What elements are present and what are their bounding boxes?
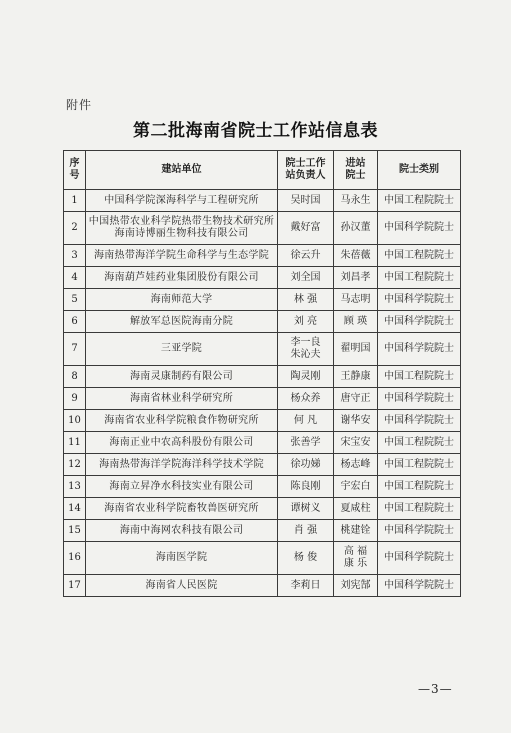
cell-station-leader-line: 谭树义	[290, 502, 321, 514]
cell-academician	[334, 212, 378, 245]
cell-category: 中国科学院院士	[378, 333, 461, 366]
cell-category: 中国工程院院士	[378, 454, 461, 476]
header-serial-number	[64, 151, 86, 190]
cell-academician-line: 马永生	[340, 194, 371, 206]
cell-academician-line: 宇宏白	[340, 480, 371, 492]
cell-academician	[334, 190, 378, 212]
cell-category: 中国科学院院士	[378, 289, 461, 311]
cell-station-leader	[278, 575, 334, 597]
cell-academician-line: 杨志峰	[340, 458, 371, 470]
cell-serial-number: 10	[64, 410, 86, 432]
cell-category: 中国科学院院士	[378, 410, 461, 432]
cell-academician-line: 康 乐	[343, 558, 368, 569]
cell-unit-line: 三亚学院	[160, 343, 203, 354]
cell-unit-line: 海南省林业科学研究所	[130, 392, 233, 404]
cell-academician-line: 谢华安	[340, 414, 371, 426]
cell-academician	[334, 542, 378, 575]
table-row	[64, 542, 461, 575]
cell-academician-line: 顾 瑛	[343, 315, 368, 327]
header-text-line: 院士工作	[285, 158, 326, 169]
cell-academician	[334, 366, 378, 388]
cell-station-leader	[278, 410, 334, 432]
page-number: —3—	[418, 682, 453, 696]
cell-station-leader-line: 陈良刚	[290, 480, 321, 492]
cell-academician-line: 高 福	[343, 546, 368, 557]
table-row	[64, 454, 461, 476]
cell-unit	[86, 410, 278, 432]
cell-serial-number: 2	[64, 212, 86, 245]
header-text-line: 院士	[345, 170, 366, 181]
cell-station-leader	[278, 333, 334, 366]
cell-station-leader-line: 杨众养	[290, 392, 321, 404]
header-text-line: 院士类别	[399, 164, 439, 175]
cell-academician-line: 桃建铨	[340, 524, 371, 536]
cell-unit-line: 海南师范大学	[150, 293, 213, 305]
cell-category: 中国工程院院士	[378, 245, 461, 267]
cell-category: 中国科学院院士	[378, 520, 461, 542]
cell-academician-line: 夏咸柱	[340, 502, 371, 514]
cell-unit-line: 海南中海网农科技有限公司	[119, 524, 244, 536]
cell-serial-number: 7	[64, 333, 86, 366]
cell-academician-line: 刘昌孝	[340, 271, 371, 283]
cell-academician-line: 宋宝安	[340, 436, 371, 448]
cell-serial-number: 14	[64, 498, 86, 520]
cell-station-leader-line: 陶灵刚	[290, 370, 321, 382]
cell-station-leader-line: 肖 强	[293, 524, 318, 536]
table-row	[64, 267, 461, 289]
cell-unit	[86, 212, 278, 245]
cell-unit-line: 海南热带海洋学院生命科学与生态学院	[93, 249, 270, 261]
cell-academician	[334, 388, 378, 410]
cell-category: 中国工程院院士	[378, 498, 461, 520]
cell-unit-line: 海南正业中农高科股份有限公司	[109, 436, 254, 448]
table-row	[64, 190, 461, 212]
cell-unit-line: 海南热带海洋学院海洋科学技术学院	[99, 458, 264, 470]
cell-unit-line: 海南医学院	[155, 552, 208, 563]
cell-station-leader	[278, 476, 334, 498]
header-text-line: 站负责人	[285, 170, 326, 181]
cell-station-leader-line: 刘 亮	[293, 315, 318, 327]
cell-unit	[86, 333, 278, 366]
cell-unit-line: 中国热带农业科学院热带生物技术研究所	[88, 216, 275, 227]
cell-academician	[334, 289, 378, 311]
cell-unit	[86, 388, 278, 410]
cell-academician	[334, 520, 378, 542]
cell-station-leader	[278, 388, 334, 410]
cell-station-leader-line: 戴好富	[290, 222, 321, 233]
cell-station-leader	[278, 366, 334, 388]
cell-academician	[334, 311, 378, 333]
cell-station-leader-line: 李莉日	[290, 579, 321, 591]
cell-serial-number: 13	[64, 476, 86, 498]
cell-serial-number: 16	[64, 542, 86, 575]
cell-station-leader-line: 林 强	[293, 293, 318, 305]
cell-station-leader	[278, 289, 334, 311]
table-row	[64, 212, 461, 245]
cell-academician	[334, 267, 378, 289]
cell-station-leader	[278, 542, 334, 575]
cell-station-leader	[278, 432, 334, 454]
cell-academician	[334, 454, 378, 476]
table-row	[64, 432, 461, 454]
cell-category: 中国工程院院士	[378, 432, 461, 454]
table-row	[64, 476, 461, 498]
cell-academician-line: 马志明	[340, 293, 371, 305]
cell-academician-line: 唐守正	[340, 392, 371, 404]
cell-station-leader	[278, 190, 334, 212]
table-row	[64, 575, 461, 597]
cell-unit	[86, 454, 278, 476]
cell-serial-number: 9	[64, 388, 86, 410]
cell-academician	[334, 245, 378, 267]
cell-station-leader	[278, 454, 334, 476]
cell-category: 中国工程院院士	[378, 190, 461, 212]
cell-unit	[86, 311, 278, 333]
cell-unit-line: 海南立昇净水科技实业有限公司	[109, 480, 254, 492]
cell-unit	[86, 542, 278, 575]
table-row	[64, 245, 461, 267]
table-row	[64, 410, 461, 432]
cell-unit	[86, 520, 278, 542]
cell-unit-line: 海南诗博丽生物科技有限公司	[114, 228, 249, 239]
table-row	[64, 498, 461, 520]
cell-station-leader-line: 杨 俊	[293, 552, 318, 563]
cell-station-leader-line: 徐功娣	[290, 458, 321, 470]
cell-category: 中国科学院院士	[378, 388, 461, 410]
cell-unit	[86, 289, 278, 311]
table-header-row	[64, 151, 461, 190]
cell-serial-number: 8	[64, 366, 86, 388]
cell-academician-line: 翟明国	[340, 343, 371, 354]
cell-academician-line: 刘宪郜	[340, 579, 371, 591]
cell-unit-line: 海南灵康制药有限公司	[130, 370, 233, 382]
page-title: 第二批海南省院士工作站信息表	[133, 121, 378, 141]
cell-station-leader-line: 徐云升	[290, 249, 321, 261]
cell-unit-line: 海南省农业科学院畜牧兽医研究所	[104, 502, 259, 514]
cell-serial-number: 3	[64, 245, 86, 267]
cell-academician	[334, 476, 378, 498]
academician-station-table	[63, 150, 461, 597]
header-text-line: 进站	[345, 158, 366, 169]
cell-station-leader-line: 李一良	[290, 337, 321, 348]
cell-unit	[86, 190, 278, 212]
table-row	[64, 520, 461, 542]
header-text-line: 号	[69, 170, 80, 181]
header-unit	[86, 151, 278, 190]
cell-category: 中国科学院院士	[378, 575, 461, 597]
cell-serial-number: 11	[64, 432, 86, 454]
cell-academician	[334, 432, 378, 454]
cell-station-leader	[278, 212, 334, 245]
cell-academician	[334, 575, 378, 597]
cell-station-leader	[278, 498, 334, 520]
cell-academician-line: 朱蓓薇	[340, 249, 371, 261]
cell-academician	[334, 498, 378, 520]
cell-unit-line: 海南省农业科学院粮食作物研究所	[104, 414, 259, 426]
cell-serial-number: 17	[64, 575, 86, 597]
table-row	[64, 333, 461, 366]
cell-category: 中国工程院院士	[378, 366, 461, 388]
cell-serial-number: 15	[64, 520, 86, 542]
header-text-line: 序	[69, 158, 80, 169]
cell-station-leader-line: 何 凡	[293, 414, 318, 426]
cell-station-leader-line: 朱沁夫	[290, 349, 321, 360]
header-academician	[334, 151, 378, 190]
cell-academician	[334, 410, 378, 432]
cell-category: 中国工程院院士	[378, 267, 461, 289]
attachment-label: 附件	[66, 98, 93, 112]
cell-unit	[86, 476, 278, 498]
cell-serial-number: 6	[64, 311, 86, 333]
cell-academician-line: 孙汉董	[340, 222, 371, 233]
cell-unit	[86, 575, 278, 597]
cell-unit-line: 海南葫芦娃药业集团股份有限公司	[104, 271, 259, 283]
cell-station-leader-line: 张善学	[290, 436, 321, 448]
cell-station-leader	[278, 311, 334, 333]
cell-category: 中国科学院院士	[378, 542, 461, 575]
cell-category: 中国科学院院士	[378, 212, 461, 245]
cell-unit-line: 中国科学院深海科学与工程研究所	[104, 194, 259, 206]
cell-unit	[86, 366, 278, 388]
header-category	[378, 151, 461, 190]
cell-unit	[86, 432, 278, 454]
header-text-line: 建站单位	[161, 164, 202, 175]
cell-serial-number: 4	[64, 267, 86, 289]
cell-station-leader	[278, 245, 334, 267]
cell-category: 中国科学院院士	[378, 311, 461, 333]
cell-station-leader-line: 刘全国	[290, 271, 321, 283]
cell-unit	[86, 245, 278, 267]
cell-serial-number: 12	[64, 454, 86, 476]
cell-unit	[86, 267, 278, 289]
cell-unit-line: 海南省人民医院	[145, 579, 218, 591]
table-row	[64, 388, 461, 410]
table-row	[64, 311, 461, 333]
cell-unit	[86, 498, 278, 520]
cell-station-leader	[278, 267, 334, 289]
table-row	[64, 366, 461, 388]
cell-station-leader-line: 吴时国	[290, 194, 321, 206]
header-station-leader	[278, 151, 334, 190]
cell-academician-line: 王静康	[340, 370, 371, 382]
cell-serial-number: 1	[64, 190, 86, 212]
cell-academician	[334, 333, 378, 366]
cell-unit-line: 解放军总医院海南分院	[130, 315, 233, 327]
cell-station-leader	[278, 520, 334, 542]
cell-category: 中国工程院院士	[378, 476, 461, 498]
cell-serial-number: 5	[64, 289, 86, 311]
table-body	[64, 190, 461, 597]
table-row	[64, 289, 461, 311]
